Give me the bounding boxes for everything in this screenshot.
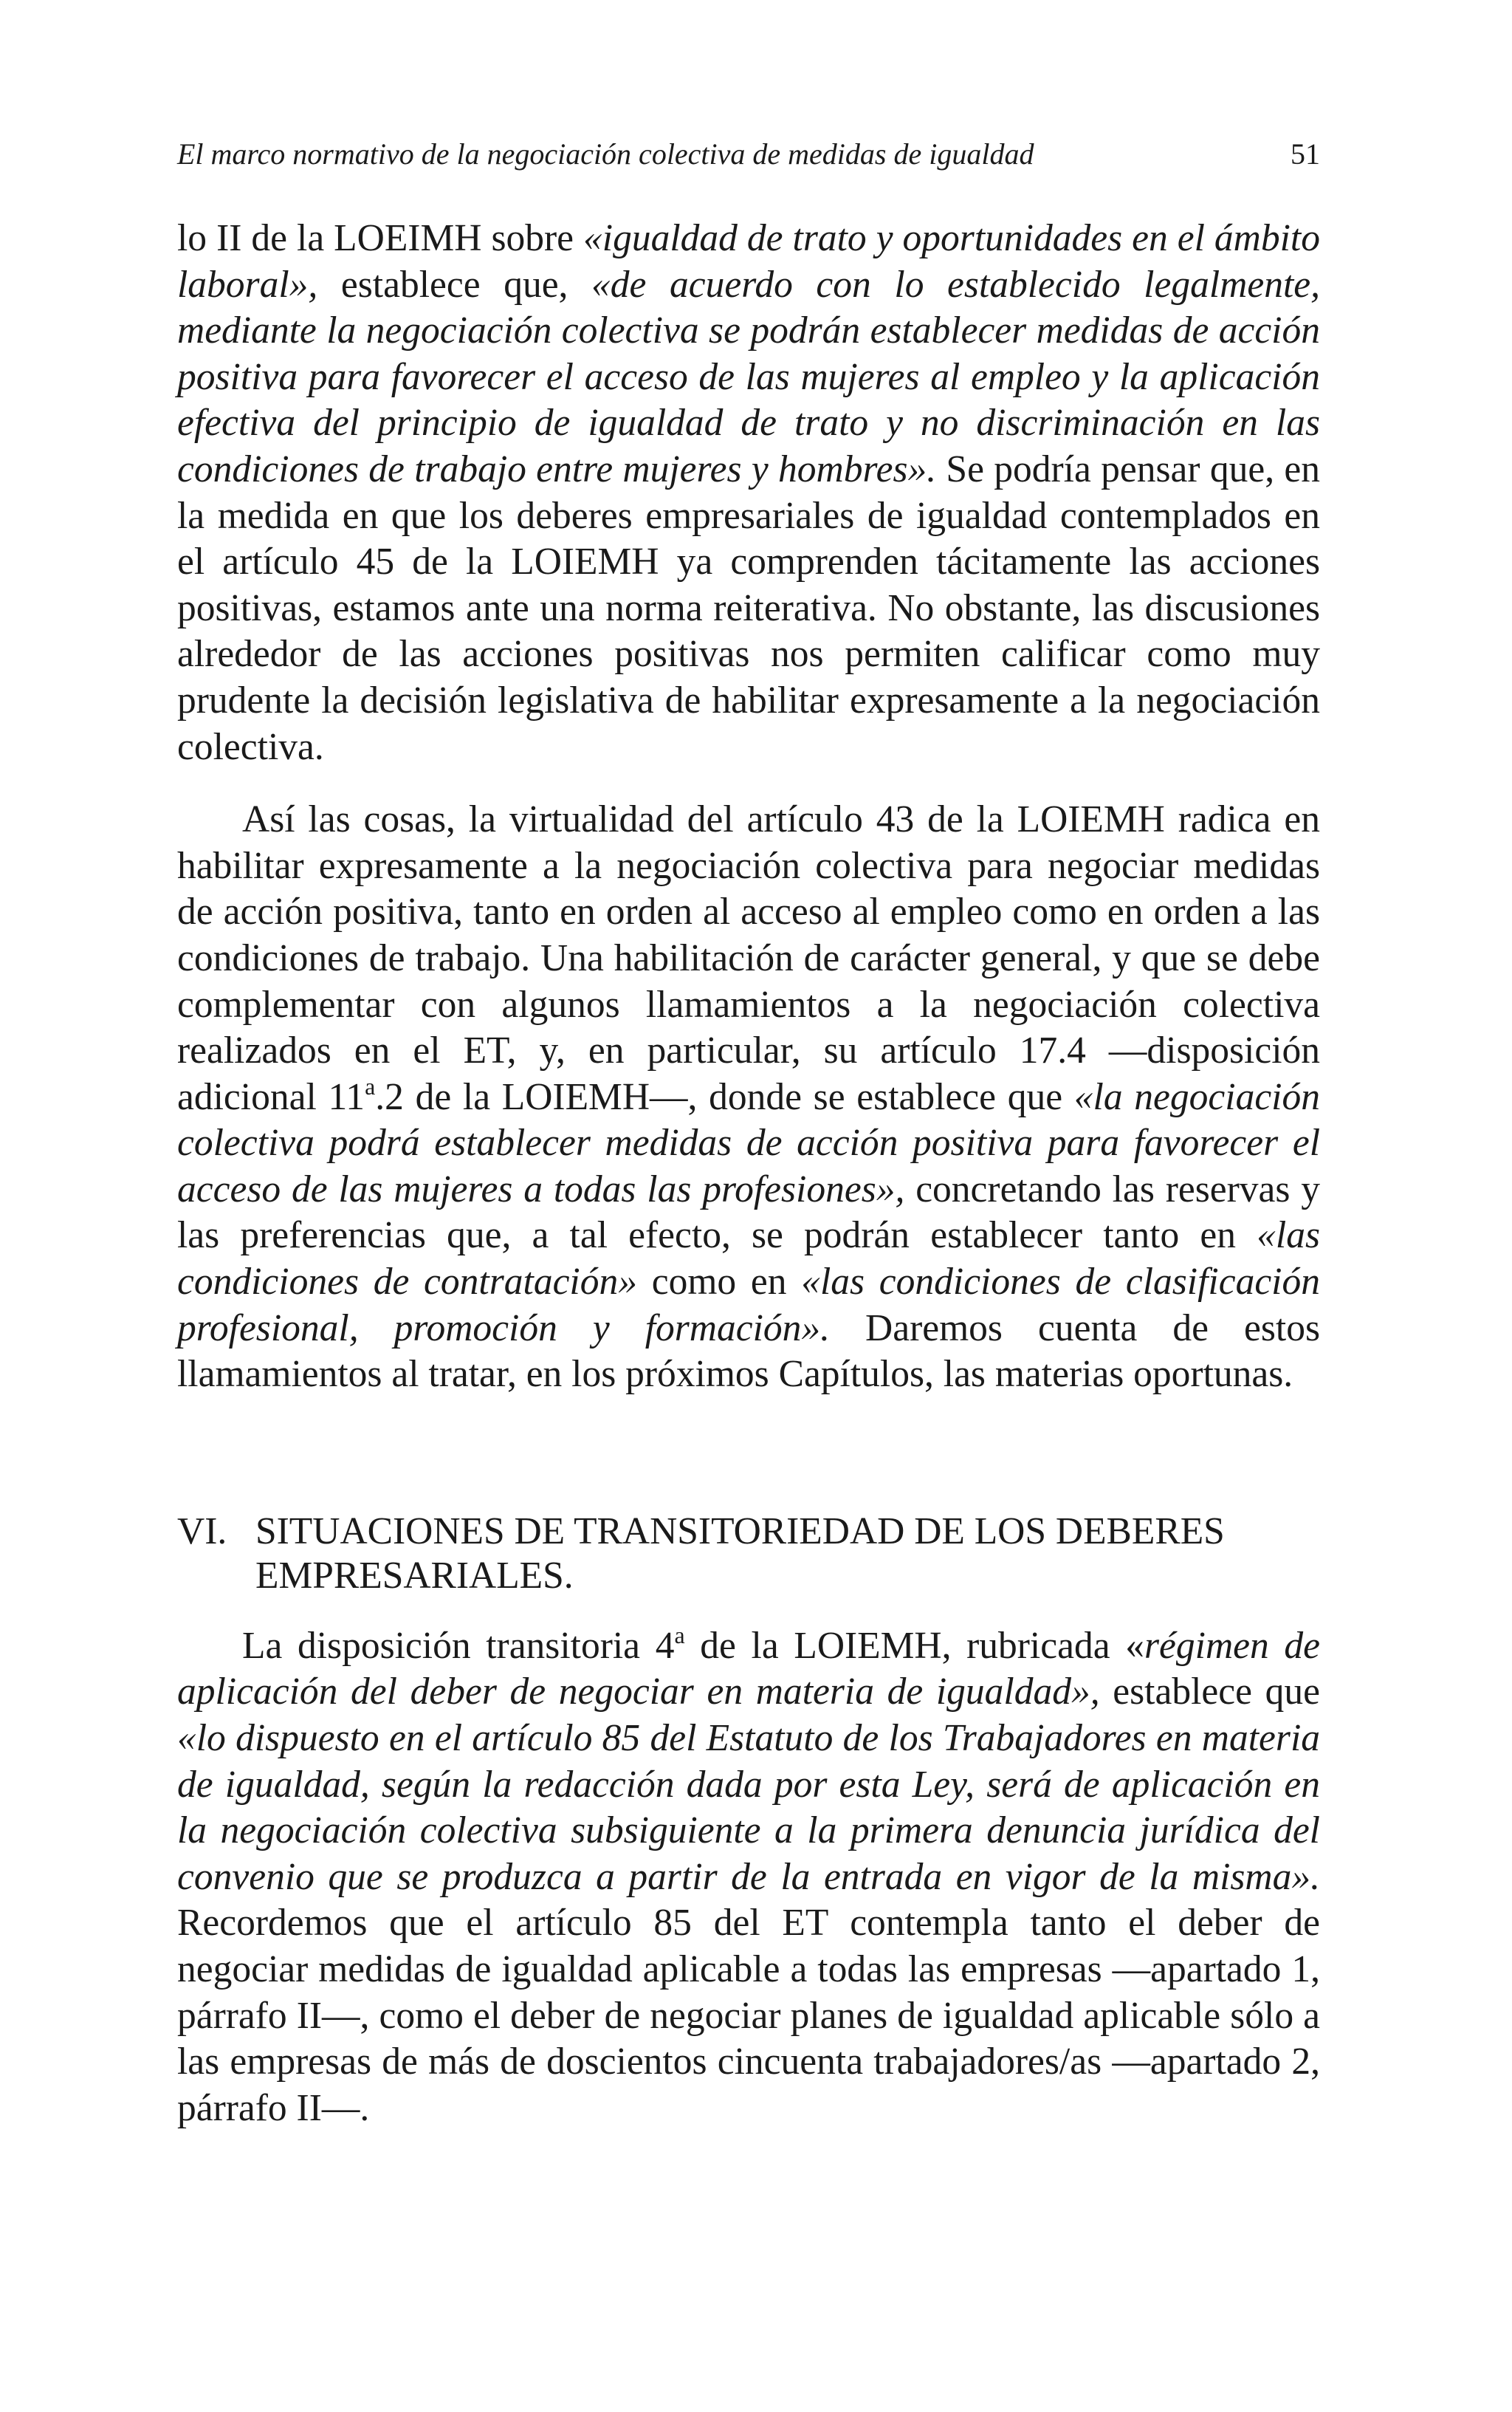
running-header	[177, 136, 1320, 173]
paragraph-continued	[177, 216, 1320, 770]
section-heading	[177, 1510, 1320, 1598]
quotation-run: «la negociación colectiva podrá establecer medidas de acción positiva para favorecer el acceso de las mujeres a todas las profesiones»,	[177, 1075, 1320, 1210]
page-body	[177, 216, 1320, 2131]
text-run: de la LOIEMH, rubricada «	[684, 1624, 1144, 1667]
text-run: Se podría pensar que, en la medida en que los deberes empresariales de igualdad contemplados en el artículo 45 de la LOIEMH ya comprenden tácitamente las acciones positivas, estamos ante una norma reiterativa. No obstante, las discusiones alrededor de las acciones positivas nos permiten calificar como muy prudente la decisión legislativa de habilitar expresamente a la negociación colectiva.	[177, 448, 1320, 768]
quotation-run: «las condiciones de clasificación profesional, promoción y formación».	[177, 1261, 1320, 1349]
superscript: a	[365, 1073, 376, 1100]
running-header-title: El marco normativo de la negociación colectiva de medidas de igualdad	[177, 137, 1034, 171]
text-run: Daremos cuenta de estos llamamientos al tratar, en los próximos Capítulos, las materias oportunas.	[177, 1306, 1320, 1396]
text-run: Recordemos que el artículo 85 del ET contempla tanto el deber de negociar medidas de igualdad aplicable a todas las empresas —apartado 1, párrafo II—, como el deber de negociar planes de igualdad aplicable sólo a las empresas de más de doscientos cincuenta trabajadores/as —apartado 2, párrafo II—.	[177, 1902, 1320, 2129]
text-run: lo II de la LOEIMH sobre	[177, 217, 584, 259]
text-run: como en	[636, 1261, 802, 1303]
text-run: .2 de la LOIEMH—, donde se establece que	[375, 1075, 1074, 1118]
text-run: La disposición transitoria 4	[242, 1624, 675, 1667]
text-run: concretando las reservas y las preferencias que, a tal efecto, se podrán establecer tanto en	[177, 1168, 1320, 1257]
quotation-run: «las condiciones de contratación»	[177, 1214, 1320, 1303]
section-number: VI.	[177, 1510, 227, 1552]
text-run: establece que	[1099, 1671, 1320, 1713]
section-title: SITUACIONES DE TRANSITORIEDAD DE LOS DEBERES EMPRESARIALES.	[255, 1510, 1225, 1597]
text-run: establece que,	[317, 263, 592, 306]
quotation-run: régimen de aplicación del deber de negociar en materia de igualdad»,	[177, 1624, 1321, 1713]
paragraph	[177, 797, 1320, 1398]
superscript: a	[674, 1623, 685, 1649]
quotation-run: «lo dispuesto en el artículo 85 del Estatuto de los Trabajadores en materia de igualdad, según la redacción dada por esta Ley, será de aplicación en la negociación colectiva subsiguiente a la primera denuncia jurídica del convenio que se produzca a partir de la entrada en vigor de la misma».	[177, 1717, 1320, 1898]
quotation-run: «de acuerdo con lo establecido legalmente, mediante la negociación colectiva se podrán establecer medidas de acción positiva para favorecer el acceso de las mujeres al empleo y la aplicación efectiva del principio de igualdad de trato y no discriminación en las condiciones de trabajo entre mujeres y hombres».	[177, 263, 1320, 490]
text-run: Así las cosas, la virtualidad del artículo 43 de la LOIEMH radica en habilitar expresamente a la negociación colectiva para negociar medidas de acción positiva, tanto en orden al acceso al empleo como en orden a las condiciones de trabajo. Una habilitación de carácter general, y que se debe complementar con algunos llamamientos a la negociación colectiva realizados en el ET, y, en particular, su artículo 17.4 —disposición adicional 11	[177, 798, 1320, 1118]
quotation-run: «igualdad de trato y oportunidades en el ámbito laboral»,	[177, 217, 1320, 306]
page-number: 51	[1291, 137, 1320, 171]
paragraph	[177, 1623, 1320, 2132]
